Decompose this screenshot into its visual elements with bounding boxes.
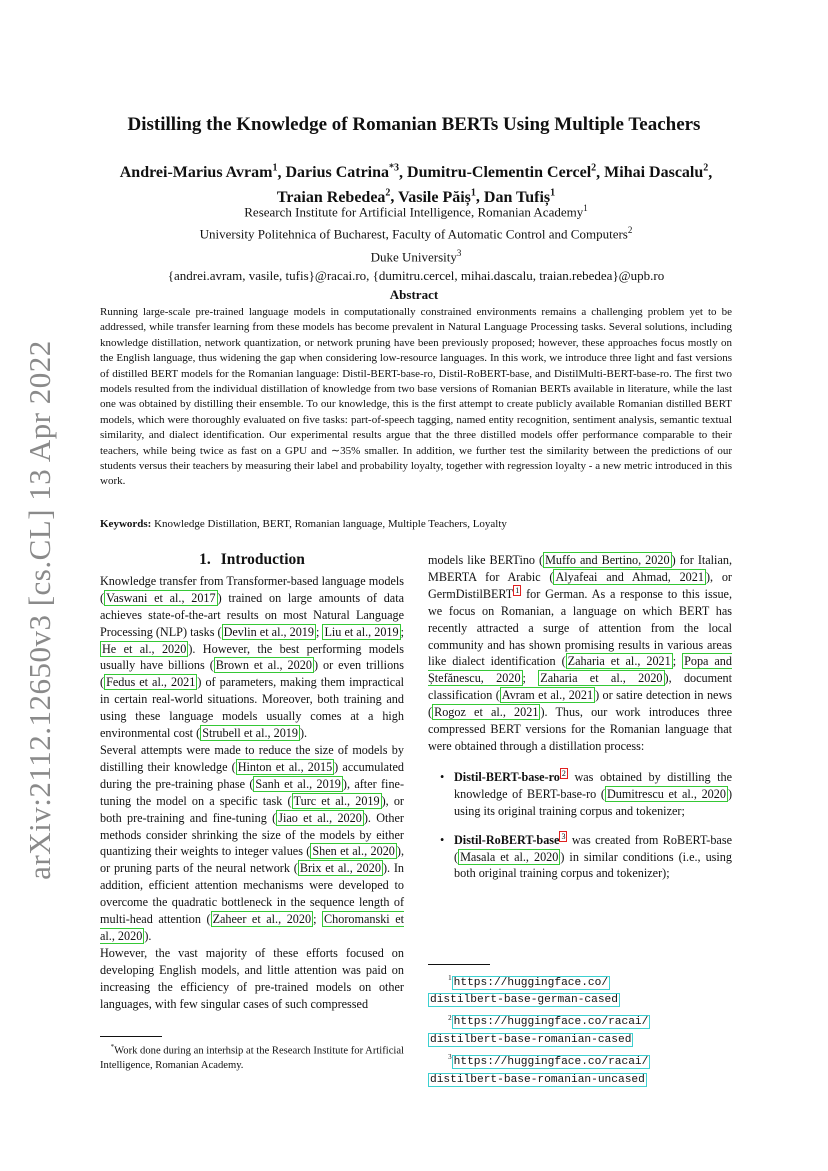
paragraph: Several attempts were made to reduce the size of models by distilling their knowledge ( Hinton et al., 2015 ) accumulated during the pre-training phase ( Sanh et al., 2019 ), after fine-tuning the model on a specific task ( Turc et al., 2019 ), or both pre-training and fine-tuning ( Jiao et al., 2020 ). Other methods consider shrinking the size of the models by either quantizing their weights to integer values ( Shen et al., 2020 ), or pruning parts of the neural network ( Brix et al., 2020 ). In addition, efficient attention mechanisms were developed to overcome the quadratic bottleneck in the sequence length of multi-head attention ( Zaheer et al., 2020 ; Choromanski et al., 2020 ). bbox=[100, 742, 405, 943]
citation-link[interactable]: Devlin et al., 2019 bbox=[223, 624, 314, 639]
author-emails: {andrei.avram, vasile, tufis}@racai.ro, {dumitru.cercel, mihai.dascalu, traian.rebedea}@upb.ro bbox=[167, 267, 665, 283]
paragraph: However, the vast majority of these efforts focused on developing English models, and little attention was paid on increasing the efficiency of pre-trained models on other languages, with few singular cases of such compressed bbox=[100, 945, 404, 1011]
citation-link[interactable]: Sanh et al., 2019 bbox=[255, 776, 341, 791]
author: Dumitru-Clementin Cercel$^2$ bbox=[407, 163, 597, 182]
author-list: Andrei-Marius Avram$^1$, Darius Catrina$^{*3}$, Dumitru-Clementin Cercel$^2$, Mihai Dascalu$^2$, Traian Rebedea$^2$, Vasile Păiș$^1$, Dan Tufiș$^1$ bbox=[119, 163, 713, 206]
footnote-divider bbox=[428, 964, 490, 965]
arxiv-identifier-text: arXiv:2112.12650v3 [cs.CL] 13 Apr 2022 bbox=[22, 340, 57, 880]
footnote-url[interactable]: https://huggingface.co/ bbox=[453, 976, 609, 989]
citation-link[interactable]: Zaharia et al., 2021 bbox=[567, 654, 671, 669]
footnote-url[interactable]: distilbert-base-romanian-uncased bbox=[430, 1073, 645, 1086]
bullet-list bbox=[428, 769, 732, 882]
left-column bbox=[100, 552, 404, 1012]
citation-link[interactable]: Brown et al., 2020 bbox=[215, 658, 312, 673]
affiliation: Duke University$^3$ bbox=[370, 247, 462, 264]
keywords-label: Keywords: bbox=[100, 518, 152, 530]
citation-link[interactable]: Choromanski et al., 2020 bbox=[100, 912, 405, 943]
arxiv-identifier bbox=[22, 340, 58, 880]
abstract-heading: Abstract bbox=[389, 287, 439, 302]
citation-link[interactable]: Dumitrescu et al., 2020 bbox=[606, 786, 726, 801]
citation-link[interactable]: Masala et al., 2020 bbox=[460, 849, 559, 864]
footnote-link[interactable]: 3 bbox=[561, 831, 566, 841]
citation-link[interactable]: Zaheer et al., 2020 bbox=[212, 912, 312, 927]
affiliation: University Politehnica of Bucharest, Faculty of Automatic Control and Computers$^2$ bbox=[199, 225, 633, 242]
affiliations bbox=[80, 199, 752, 285]
footnote-url[interactable]: https://huggingface.co/racai/ bbox=[453, 1056, 649, 1069]
citation-link[interactable]: Avram et al., 2021 bbox=[501, 688, 594, 703]
bullet-icon: • bbox=[440, 832, 445, 847]
citation-link[interactable]: Popa and Ștefănescu, 2020 bbox=[428, 654, 732, 686]
citation-link[interactable]: Vaswani et al., 2017 bbox=[106, 590, 216, 605]
footnote-divider bbox=[100, 1036, 162, 1037]
citation-link[interactable]: Turc et al., 2019 bbox=[293, 793, 380, 808]
author: Darius Catrina$^{*3}$ bbox=[285, 163, 400, 182]
citation-link[interactable]: Muffo and Bertino, 2020 bbox=[545, 553, 670, 567]
citation-link[interactable]: Shen et al., 2020 bbox=[312, 844, 395, 859]
affiliation: Research Institute for Artificial Intelligence, Romanian Academy$^1$ bbox=[244, 203, 588, 220]
citation-link[interactable]: Brix et al., 2020 bbox=[299, 861, 381, 876]
citation-link[interactable]: Jiao et al., 2020 bbox=[278, 810, 362, 825]
author: Traian Rebedea$^2$ bbox=[276, 187, 391, 206]
footnote: $^2$ https://huggingface.co/racai/ distilbert-base-romanian-cased bbox=[430, 1013, 649, 1046]
footnote-url[interactable]: https://huggingface.co/racai/ bbox=[453, 1016, 649, 1029]
footnote-url[interactable]: distilbert-base-romanian-cased bbox=[430, 1033, 632, 1046]
bullet-icon: • bbox=[440, 769, 445, 784]
author: Dan Tufiș$^1$ bbox=[483, 187, 556, 206]
list-item: • Distil-RoBERT-base $^3$ was created from RoBERT-base ( Masala et al., 2020 ) in similar conditions (i.e., using both original training corpus and tokenizer); bbox=[440, 831, 732, 881]
paper-title: Distilling the Knowledge of Romanian BERTs Using Multiple Teachers bbox=[127, 114, 701, 135]
citation-link[interactable]: Hinton et al., 2015 bbox=[237, 759, 333, 774]
section-heading: 1. Introduction bbox=[199, 551, 305, 568]
author: Vasile Păiș$^1$ bbox=[398, 187, 476, 206]
footnote: $^1$ https://huggingface.co/ distilbert-base-german-cased bbox=[430, 974, 618, 1007]
footnote-link[interactable]: 2 bbox=[561, 768, 566, 778]
keywords bbox=[100, 518, 740, 530]
paragraph: Knowledge transfer from Transformer-based language models ( Vaswani et al., 2017 ) trained on large amounts of data achieves state-of-the-art results on most Natural Language Processing (NLP) tasks ( Devlin et al., 2019 ; Liu et al., 2019 ; He et al., 2020 ). However, the best performing models usually have billions ( Brown et al., 2020 ) or even trillions ( Fedus et al., 2021 ) of parameters, making them impractical in certain real-world situations. Moreover, both training and using these language models usually comes at a high environmental cost ( Strubell et al., 2019 ). bbox=[100, 573, 405, 741]
footnote: *Work done during an interhsip at the Research Institute for Artificial Intelligence, Romanian Academy. bbox=[100, 1043, 404, 1071]
keywords-text: Knowledge Distillation, BERT, Romanian language, Multiple Teachers, Loyalty bbox=[151, 518, 507, 530]
footnote-link[interactable]: 1 bbox=[515, 585, 520, 595]
footnotes bbox=[428, 970, 748, 1089]
right-column bbox=[428, 552, 732, 894]
author: Mihai Dascalu$^2$ bbox=[604, 163, 709, 182]
citation-link[interactable]: Rogoz et al., 2021 bbox=[434, 705, 539, 720]
citation-link[interactable]: Zaharia et al., 2020 bbox=[540, 671, 663, 686]
citation-link[interactable]: He et al., 2020 bbox=[102, 641, 187, 656]
citation-link[interactable]: Strubell et al., 2019 bbox=[202, 726, 298, 741]
citation-link[interactable]: Liu et al., 2019 bbox=[324, 624, 399, 639]
footnote: $^3$ https://huggingface.co/racai/ distilbert-base-romanian-uncased bbox=[430, 1053, 649, 1086]
list-item: • Distil-BERT-base-ro $^2$ was obtained by distilling the knowledge of BERT-base-ro ( Dumitrescu et al., 2020 ) using its original training corpus and tokenizer; bbox=[440, 768, 733, 818]
citation-link[interactable]: Alyafeai and Ahmad, 2021 bbox=[555, 569, 704, 584]
citation-link[interactable]: Fedus et al., 2021 bbox=[106, 675, 196, 690]
paragraph: models like BERTino ( Muffo and Bertino, 2020 ) for Italian, MBERTA for Arabic ( Alyafeai and Ahmad, 2021 ), or GermDistilBERT $^1$ for German. As a response to this issue, we focus on Romanian, a language on which BERT has recently attracted a surge of attention from the local community and has shown promising results in various areas like dialect identification ( Zaharia et al., 2021 ; Popa and Ștefănescu, 2020 ; Zaharia et al., 2020 ), document classification ( Avram et al., 2021 ) or satire detection in news ( Rogoz et al., 2021 ). Thus, our work introduces three compressed BERT versions for the Romanian language that were obtained through a distillation process: bbox=[428, 553, 733, 753]
abstract-body: Running large-scale pre-trained language models in computationally constrained environments remains a challenging problem yet to be addressed, while transfer learning from these models has become prevalent in Natural Language Processing tasks. Several solutions, including knowledge distillation, network quantization, or network pruning have been previously proposed; however, these approaches focus mostly on the English language, thus widening the gap when considering low-resource languages. In this work, we introduce three light and fast versions of distilled BERT models for the Romanian language: Distil-BERT-base-ro, Distil-RoBERT-base, and DistilMulti-BERT-base-ro. The first two models resulted from the individual distillation of knowledge from two base versions of Romanian BERTs available in literature, while the last one was obtained by distilling their ensemble. To our knowledge, this is the first attempt to create publicly available Romanian distilled BERT models, which were thoroughly evaluated on five tasks: part-of-speech tagging, named entity recognition, sentiment analysis, semantic textual similarity, and dialect identification. Our experimental results argue that the three distilled models offer performance comparable to their teachers, while being twice as fast on a GPU and ∼35% smaller. In addition, we further test the similarity between the predictions of our students versus their teachers by measuring their label and probability loyalty, together with regression loyalty - a new metric introduced in this work. bbox=[100, 306, 732, 488]
footnote-url[interactable]: distilbert-base-german-cased bbox=[430, 994, 618, 1007]
author: Andrei-Marius Avram$^1$ bbox=[119, 163, 278, 182]
